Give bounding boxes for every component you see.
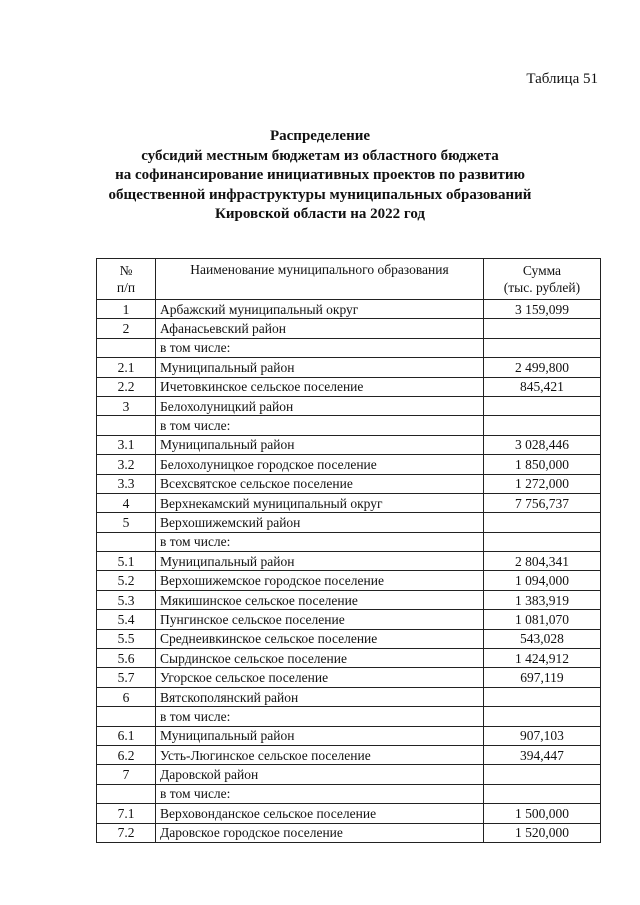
table-row <box>97 784 601 803</box>
row-name-cell: Белохолуницкий район <box>156 396 484 415</box>
row-sum-cell: 1 272,000 <box>483 474 600 493</box>
row-number-cell: 4 <box>97 493 156 512</box>
table-row <box>97 435 601 454</box>
row-number-cell <box>97 707 156 726</box>
row-number-cell <box>97 784 156 803</box>
row-number-cell: 2.2 <box>97 377 156 396</box>
row-sum-cell: 7 756,737 <box>483 493 600 512</box>
row-sum-cell <box>483 707 600 726</box>
row-number-cell: 5 <box>97 513 156 532</box>
header-name-text: Наименование муниципального образования <box>190 262 449 277</box>
row-name-cell: Белохолуницкое городское поселение <box>156 455 484 474</box>
row-number-cell: 3 <box>97 396 156 415</box>
row-sum-cell: 3 028,446 <box>483 435 600 454</box>
row-name-cell: Арбажский муниципальный округ <box>156 300 484 319</box>
table-row <box>97 823 601 842</box>
row-number-cell <box>97 416 156 435</box>
row-number-cell: 5.2 <box>97 571 156 590</box>
table-row <box>97 396 601 415</box>
title-line: Распределение <box>269 128 371 144</box>
row-sum-cell: 907,103 <box>483 726 600 745</box>
table-row <box>97 493 601 512</box>
row-name-cell: Муниципальный район <box>156 435 484 454</box>
table-row <box>97 707 601 726</box>
table-row <box>97 300 601 319</box>
table-row <box>97 552 601 571</box>
table-row <box>97 804 601 823</box>
row-number-cell: 5.3 <box>97 590 156 609</box>
row-number-cell: 3.1 <box>97 435 156 454</box>
table-row <box>97 687 601 706</box>
row-sum-cell: 3 159,099 <box>483 300 600 319</box>
row-name-cell: в том числе: <box>156 338 484 357</box>
row-name-cell: Муниципальный район <box>156 726 484 745</box>
row-number-cell: 2.1 <box>97 358 156 377</box>
table-row <box>97 416 601 435</box>
row-sum-cell: 543,028 <box>483 629 600 648</box>
row-name-cell: Среднеивкинское сельское поселение <box>156 629 484 648</box>
row-sum-cell <box>483 416 600 435</box>
row-number-cell: 5.7 <box>97 668 156 687</box>
table-number-label: Таблица 51 <box>526 71 598 87</box>
table-row <box>97 765 601 784</box>
row-sum-cell <box>483 765 600 784</box>
distribution-table <box>96 258 601 843</box>
row-number-cell: 6.2 <box>97 745 156 764</box>
table-row <box>97 513 601 532</box>
row-sum-cell <box>483 532 600 551</box>
row-sum-cell <box>483 513 600 532</box>
row-name-cell: Усть-Люгинское сельское поселение <box>156 745 484 764</box>
table-row <box>97 358 601 377</box>
table-row <box>97 571 601 590</box>
table-row <box>97 338 601 357</box>
row-number-cell: 1 <box>97 300 156 319</box>
row-name-cell: Муниципальный район <box>156 358 484 377</box>
row-number-cell: 5.6 <box>97 649 156 668</box>
row-sum-cell <box>483 338 600 357</box>
header-number-line1: № <box>119 263 133 278</box>
row-name-cell: Муниципальный район <box>156 552 484 571</box>
row-name-cell: в том числе: <box>156 532 484 551</box>
row-name-cell: Афанасьевский район <box>156 319 484 338</box>
row-number-cell: 5.1 <box>97 552 156 571</box>
row-name-cell: Даровской район <box>156 765 484 784</box>
row-number-cell: 2 <box>97 319 156 338</box>
header-name <box>156 259 484 300</box>
row-sum-cell: 1 094,000 <box>483 571 600 590</box>
row-number-cell: 7 <box>97 765 156 784</box>
row-sum-cell: 2 804,341 <box>483 552 600 571</box>
header-number-line2: п/п <box>116 280 136 295</box>
row-number-cell: 3.2 <box>97 455 156 474</box>
row-sum-cell: 2 499,800 <box>483 358 600 377</box>
table-row <box>97 629 601 648</box>
table-header-row <box>97 259 601 300</box>
table-row <box>97 745 601 764</box>
row-sum-cell <box>483 687 600 706</box>
table-row <box>97 610 601 629</box>
header-sum-line2: (тыс. рублей) <box>503 280 581 295</box>
row-sum-cell: 845,421 <box>483 377 600 396</box>
row-number-cell: 6.1 <box>97 726 156 745</box>
table-row <box>97 455 601 474</box>
table-row <box>97 532 601 551</box>
row-name-cell: в том числе: <box>156 416 484 435</box>
table-row <box>97 377 601 396</box>
title-line: на софинансирование инициативных проектов по развитию <box>115 167 525 183</box>
row-sum-cell <box>483 784 600 803</box>
table-row <box>97 474 601 493</box>
row-sum-cell: 1 424,912 <box>483 649 600 668</box>
row-sum-cell: 1 850,000 <box>483 455 600 474</box>
row-number-cell: 5.5 <box>97 629 156 648</box>
title-line: общественной инфраструктуры муниципальных образований <box>108 186 532 203</box>
row-number-cell: 7.1 <box>97 804 156 823</box>
document-title <box>0 127 640 225</box>
row-name-cell: Всехсвятское сельское поселение <box>156 474 484 493</box>
row-sum-cell: 1 500,000 <box>483 804 600 823</box>
row-name-cell: Вятскополянский район <box>156 687 484 706</box>
row-name-cell: Ичетовкинское сельское поселение <box>156 377 484 396</box>
header-number <box>97 259 156 300</box>
table-row <box>97 668 601 687</box>
header-sum <box>483 259 600 300</box>
row-number-cell: 3.3 <box>97 474 156 493</box>
table-row <box>97 726 601 745</box>
row-name-cell: Верхошижемское городское поселение <box>156 571 484 590</box>
row-number-cell <box>97 532 156 551</box>
table-row <box>97 649 601 668</box>
row-name-cell: Мякишинское сельское поселение <box>156 590 484 609</box>
row-name-cell: в том числе: <box>156 707 484 726</box>
row-name-cell: Угорское сельское поселение <box>156 668 484 687</box>
row-sum-cell <box>483 396 600 415</box>
row-number-cell: 7.2 <box>97 823 156 842</box>
row-name-cell: Пунгинское сельское поселение <box>156 610 484 629</box>
header-sum-line1: Сумма <box>522 263 562 278</box>
row-name-cell: Верхошижемский район <box>156 513 484 532</box>
row-name-cell: Даровское городское поселение <box>156 823 484 842</box>
row-sum-cell: 394,447 <box>483 745 600 764</box>
row-name-cell: Сырдинское сельское поселение <box>156 649 484 668</box>
table-row <box>97 319 601 338</box>
row-sum-cell: 1 383,919 <box>483 590 600 609</box>
row-name-cell: в том числе: <box>156 784 484 803</box>
row-sum-cell: 1 520,000 <box>483 823 600 842</box>
table-row <box>97 590 601 609</box>
row-number-cell: 5.4 <box>97 610 156 629</box>
row-number-cell <box>97 338 156 357</box>
row-sum-cell: 1 081,070 <box>483 610 600 629</box>
row-name-cell: Верхнекамский муниципальный округ <box>156 493 484 512</box>
row-name-cell: Верховонданское сельское поселение <box>156 804 484 823</box>
title-line: Кировской области на 2022 год <box>215 206 425 222</box>
title-line: субсидий местным бюджетам из областного бюджета <box>141 147 499 164</box>
table-body <box>97 300 601 843</box>
row-number-cell: 6 <box>97 687 156 706</box>
row-sum-cell <box>483 319 600 338</box>
row-sum-cell: 697,119 <box>483 668 600 687</box>
